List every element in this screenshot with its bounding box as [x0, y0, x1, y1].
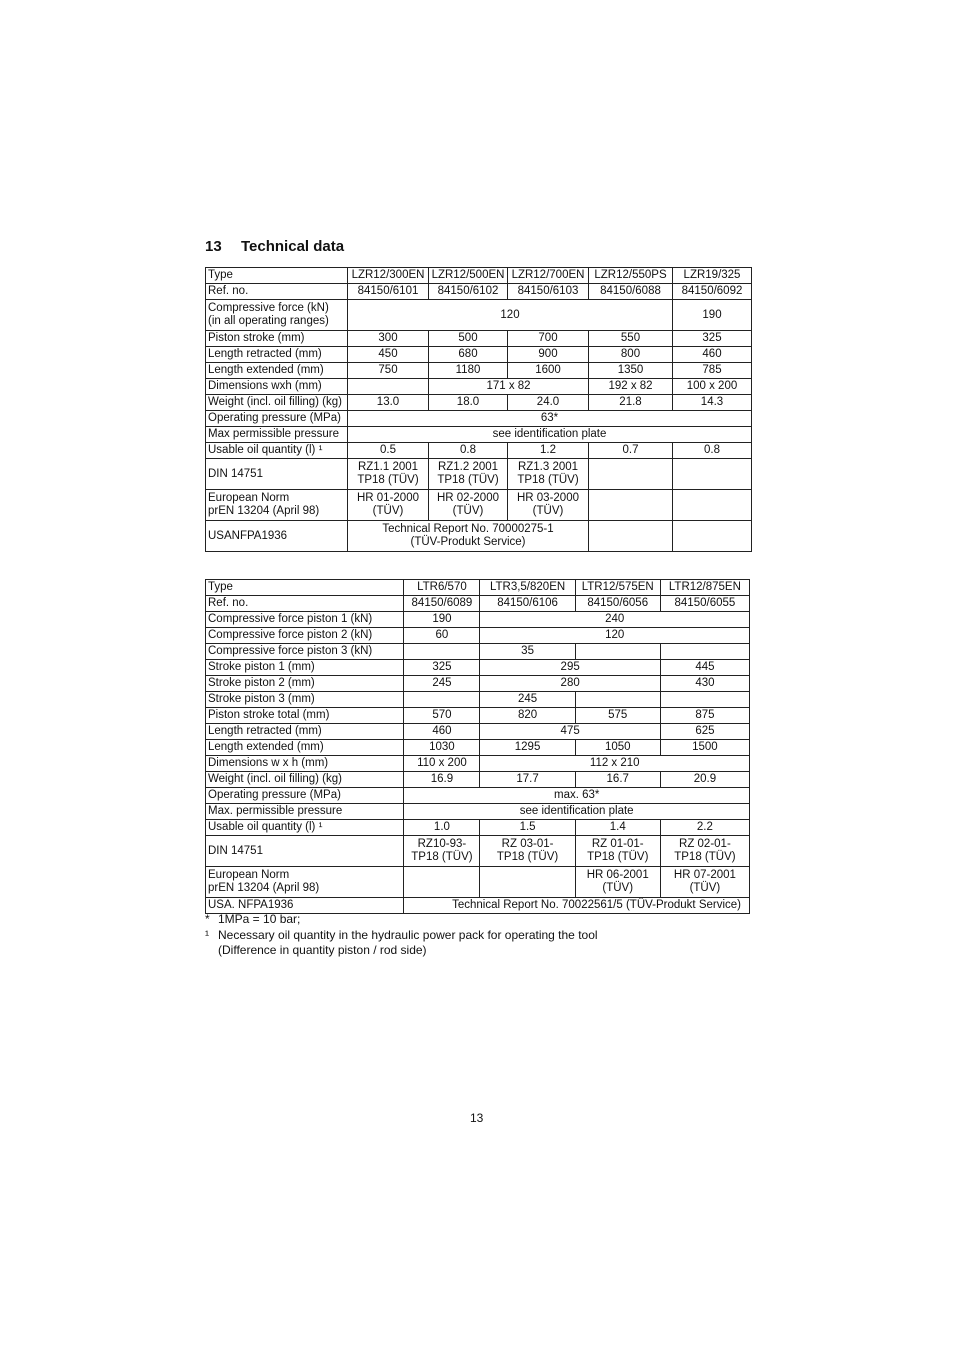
table-cell: 875 — [660, 708, 749, 724]
table-cell: 84150/6092 — [673, 284, 752, 300]
row-label — [206, 867, 404, 898]
table-cell: 325 — [404, 660, 480, 676]
table-cell — [429, 459, 508, 490]
cell-line: (TÜV) — [689, 882, 721, 894]
table-cell: see identification plate — [404, 804, 750, 820]
table-cell: 325 — [673, 331, 752, 347]
table-cell: 120 — [480, 628, 750, 644]
table-cell: 112 x 210 — [480, 756, 750, 772]
table-cell: 570 — [404, 708, 480, 724]
table-cell: 280 — [480, 676, 660, 692]
table-cell — [575, 692, 660, 708]
table-row — [206, 459, 752, 490]
table-cell: 680 — [429, 347, 508, 363]
row-label: Stroke piston 3 (mm) — [206, 692, 404, 708]
table-cell — [348, 521, 589, 552]
row-label: Piston stroke total (mm) — [206, 708, 404, 724]
table-row — [206, 660, 750, 676]
section-title: Technical data — [241, 238, 345, 255]
header-cell: LTR6/570 — [404, 580, 480, 596]
table-cell: 2.2 — [660, 820, 749, 836]
table-cell — [673, 521, 752, 552]
table-cell: 0.5 — [348, 443, 429, 459]
table-cell: 900 — [508, 347, 589, 363]
footnote-mark: ¹ — [205, 928, 209, 942]
table-cell: 445 — [660, 660, 749, 676]
cell-line: TP18 (TÜV) — [411, 851, 473, 863]
table-row — [206, 347, 752, 363]
table-cell: 120 — [348, 300, 673, 331]
cell-line: (TÜV) — [532, 505, 564, 517]
table-cell — [660, 836, 749, 867]
table-cell: 625 — [660, 724, 749, 740]
row-label: USANFPA1936 — [206, 521, 348, 552]
row-label: Max permissible pressure — [206, 427, 348, 443]
table-row — [206, 644, 750, 660]
footnote-continuation — [205, 943, 427, 958]
technical-data-table-lzr — [205, 267, 752, 552]
table-cell: 1.0 — [404, 820, 480, 836]
table-cell: 84150/6102 — [429, 284, 508, 300]
table-cell: 171 x 82 — [429, 379, 589, 395]
row-label — [206, 300, 348, 331]
footnote — [205, 928, 598, 943]
row-label-line: European Norm — [208, 869, 290, 881]
table-cell — [575, 867, 660, 898]
row-label: Length extended (mm) — [206, 363, 348, 379]
table-cell: 60 — [404, 628, 480, 644]
row-label: Dimensions w x h (mm) — [206, 756, 404, 772]
table-row — [206, 268, 752, 284]
table-cell — [589, 459, 673, 490]
row-label: Operating pressure (MPa) — [206, 411, 348, 427]
table-row — [206, 580, 750, 596]
table-cell: 1350 — [589, 363, 673, 379]
row-label: Operating pressure (MPa) — [206, 788, 404, 804]
table-cell — [404, 692, 480, 708]
section-number: 13 — [205, 238, 222, 255]
section-heading — [205, 238, 344, 255]
cell-line: (TÜV) — [372, 505, 404, 517]
technical-data-table-ltr — [205, 579, 750, 914]
cell-line: (TÜV-Produkt Service) — [410, 536, 526, 548]
table-cell — [660, 692, 749, 708]
cell-line: RZ10-93- — [417, 838, 467, 850]
table-row — [206, 490, 752, 521]
table-cell: 550 — [589, 331, 673, 347]
table-cell: 240 — [480, 612, 750, 628]
cell-line: HR 03-2000 — [516, 492, 579, 504]
table-cell: 190 — [404, 612, 480, 628]
row-label: Length extended (mm) — [206, 740, 404, 756]
table-row — [206, 740, 750, 756]
table-cell: 1.2 — [508, 443, 589, 459]
table-cell — [575, 644, 660, 660]
table-cell: 84150/6055 — [660, 596, 749, 612]
table-cell — [589, 490, 673, 521]
table-row — [206, 284, 752, 300]
table-cell: 800 — [589, 347, 673, 363]
table-row — [206, 788, 750, 804]
table-row — [206, 772, 750, 788]
table-cell: 245 — [404, 676, 480, 692]
table-cell: 24.0 — [508, 395, 589, 411]
table-row — [206, 443, 752, 459]
table-cell: 1295 — [480, 740, 575, 756]
table-cell — [348, 459, 429, 490]
table-cell: see identification plate — [348, 427, 752, 443]
table-cell: 460 — [404, 724, 480, 740]
table-cell: 13.0 — [348, 395, 429, 411]
header-cell: Type — [206, 268, 348, 284]
table-cell — [508, 459, 589, 490]
table-cell: 1050 — [575, 740, 660, 756]
footnote-text: (Difference in quantity piston / rod side) — [218, 943, 427, 957]
cell-line: TP18 (TÜV) — [517, 474, 579, 486]
cell-line: Technical Report No. 70000275-1 — [382, 523, 554, 535]
table-cell: 20.9 — [660, 772, 749, 788]
table-cell: max. 63* — [404, 788, 750, 804]
table-row — [206, 596, 750, 612]
cell-line: HR 01-2000 — [356, 492, 419, 504]
table-row — [206, 756, 750, 772]
header-cell: LZR12/500EN — [429, 268, 508, 284]
table-cell: 16.7 — [575, 772, 660, 788]
table-cell — [480, 867, 575, 898]
cell-line: TP18 (TÜV) — [496, 851, 559, 863]
table-cell: 460 — [673, 347, 752, 363]
table-row — [206, 708, 750, 724]
row-label-line: prEN 13204 (April 98) — [208, 882, 320, 894]
table-cell: 84150/6089 — [404, 596, 480, 612]
table-cell: Technical Report No. 70022561/5 (TÜV-Produkt Service) — [404, 898, 750, 914]
row-label-line: Compressive force (kN) — [208, 302, 329, 314]
table-cell: 1600 — [508, 363, 589, 379]
cell-line: TP18 (TÜV) — [587, 851, 649, 863]
cell-line: RZ1.2 2001 — [437, 461, 499, 473]
table-cell: 1.5 — [480, 820, 575, 836]
table-cell — [660, 867, 749, 898]
page-number: 13 — [470, 1111, 484, 1125]
table-cell — [508, 490, 589, 521]
table-cell: 84150/6103 — [508, 284, 589, 300]
cell-line: TP18 (TÜV) — [437, 474, 499, 486]
cell-line: RZ 03-01- — [501, 838, 554, 850]
cell-line: RZ1.3 2001 — [517, 461, 579, 473]
table-cell: 820 — [480, 708, 575, 724]
row-label: Length retracted (mm) — [206, 724, 404, 740]
table-cell: 575 — [575, 708, 660, 724]
footnote-text: 1MPa = 10 bar; — [218, 912, 301, 926]
table-cell: 192 x 82 — [589, 379, 673, 395]
table-cell — [348, 490, 429, 521]
header-cell: LZR19/325 — [673, 268, 752, 284]
row-label — [206, 490, 348, 521]
row-label: Weight (incl. oil filling) (kg) — [206, 395, 348, 411]
table-row — [206, 411, 752, 427]
row-label-line: (in all operating ranges) — [208, 315, 329, 327]
table-row — [206, 379, 752, 395]
table-cell: 0.8 — [429, 443, 508, 459]
header-cell: Type — [206, 580, 404, 596]
table-cell: 1.4 — [575, 820, 660, 836]
table-cell — [575, 836, 660, 867]
table-cell: 1180 — [429, 363, 508, 379]
table-row — [206, 395, 752, 411]
table-cell: 84150/6106 — [480, 596, 575, 612]
row-label: USA. NFPA1936 — [206, 898, 404, 914]
table-row — [206, 867, 750, 898]
table-cell: 14.3 — [673, 395, 752, 411]
table-cell: 450 — [348, 347, 429, 363]
table-row — [206, 804, 750, 820]
table-cell: 500 — [429, 331, 508, 347]
row-label: Stroke piston 1 (mm) — [206, 660, 404, 676]
table-row — [206, 628, 750, 644]
footnote-mark: * — [205, 912, 210, 926]
table-row — [206, 521, 752, 552]
row-label-line: European Norm — [208, 492, 290, 504]
table-cell — [673, 459, 752, 490]
cell-line: HR 02-2000 — [436, 492, 499, 504]
footnote — [205, 912, 300, 927]
table-cell: 84150/6101 — [348, 284, 429, 300]
row-label-line: prEN 13204 (April 98) — [208, 505, 320, 517]
table-cell: 700 — [508, 331, 589, 347]
table-cell — [429, 490, 508, 521]
table-cell: 84150/6056 — [575, 596, 660, 612]
table-row — [206, 300, 752, 331]
table-cell: 84150/6088 — [589, 284, 673, 300]
header-cell: LTR12/875EN — [660, 580, 749, 596]
cell-line: RZ1.1 2001 — [357, 461, 419, 473]
cell-line: TP18 (TÜV) — [357, 474, 419, 486]
header-cell: LZR12/700EN — [508, 268, 589, 284]
table-row — [206, 363, 752, 379]
row-label: Usable oil quantity (l) ¹ — [206, 443, 348, 459]
table-cell: 17.7 — [480, 772, 575, 788]
cell-line: RZ 01-01- — [591, 838, 644, 850]
table-cell: 16.9 — [404, 772, 480, 788]
table-row — [206, 692, 750, 708]
table-cell: 475 — [480, 724, 660, 740]
table-row — [206, 676, 750, 692]
table-cell: 0.7 — [589, 443, 673, 459]
table-cell: 295 — [480, 660, 660, 676]
table-cell: 1500 — [660, 740, 749, 756]
row-label: Ref. no. — [206, 284, 348, 300]
cell-line: (TÜV) — [602, 882, 634, 894]
table-cell: 18.0 — [429, 395, 508, 411]
table-cell — [480, 836, 575, 867]
header-cell: LTR12/575EN — [575, 580, 660, 596]
table-cell — [404, 644, 480, 660]
row-label: Usable oil quantity (l) ¹ — [206, 820, 404, 836]
header-cell: LZR12/300EN — [348, 268, 429, 284]
row-label: Weight (incl. oil filling) (kg) — [206, 772, 404, 788]
table-cell — [589, 521, 673, 552]
table-cell: 21.8 — [589, 395, 673, 411]
row-label: Piston stroke (mm) — [206, 331, 348, 347]
row-label: Length retracted (mm) — [206, 347, 348, 363]
table-cell: 750 — [348, 363, 429, 379]
table-cell: 63* — [348, 411, 752, 427]
table-row — [206, 331, 752, 347]
row-label: Compressive force piston 1 (kN) — [206, 612, 404, 628]
cell-line: RZ 02-01- — [679, 838, 731, 850]
header-cell: LTR3,5/820EN — [480, 580, 575, 596]
table-cell — [660, 644, 749, 660]
row-label: DIN 14751 — [206, 836, 404, 867]
table-row — [206, 724, 750, 740]
cell-line: HR 07-2001 — [673, 869, 736, 881]
cell-line: (TÜV) — [452, 505, 484, 517]
table-cell: 35 — [480, 644, 575, 660]
header-cell: LZR12/550PS — [589, 268, 673, 284]
row-label: Dimensions wxh (mm) — [206, 379, 348, 395]
table-cell: 245 — [480, 692, 575, 708]
row-label: Compressive force piston 2 (kN) — [206, 628, 404, 644]
table-row — [206, 612, 750, 628]
row-label: Ref. no. — [206, 596, 404, 612]
table-row — [206, 427, 752, 443]
cell-line: HR 06-2001 — [586, 869, 649, 881]
table-cell: 300 — [348, 331, 429, 347]
table-cell: 1030 — [404, 740, 480, 756]
row-label: Stroke piston 2 (mm) — [206, 676, 404, 692]
table-cell: 190 — [673, 300, 752, 331]
table-cell — [404, 867, 480, 898]
footnote-text: Necessary oil quantity in the hydraulic power pack for operating the tool — [218, 928, 598, 942]
table-cell: 110 x 200 — [404, 756, 480, 772]
row-label: Compressive force piston 3 (kN) — [206, 644, 404, 660]
row-label: DIN 14751 — [206, 459, 348, 490]
table-cell: 430 — [660, 676, 749, 692]
table-cell — [348, 379, 429, 395]
table-cell — [673, 490, 752, 521]
table-row — [206, 836, 750, 867]
table-cell: 100 x 200 — [673, 379, 752, 395]
row-label: Max. permissible pressure — [206, 804, 404, 820]
table-row — [206, 820, 750, 836]
cell-line: TP18 (TÜV) — [674, 851, 736, 863]
table-cell: 0.8 — [673, 443, 752, 459]
table-cell — [404, 836, 480, 867]
table-cell: 785 — [673, 363, 752, 379]
